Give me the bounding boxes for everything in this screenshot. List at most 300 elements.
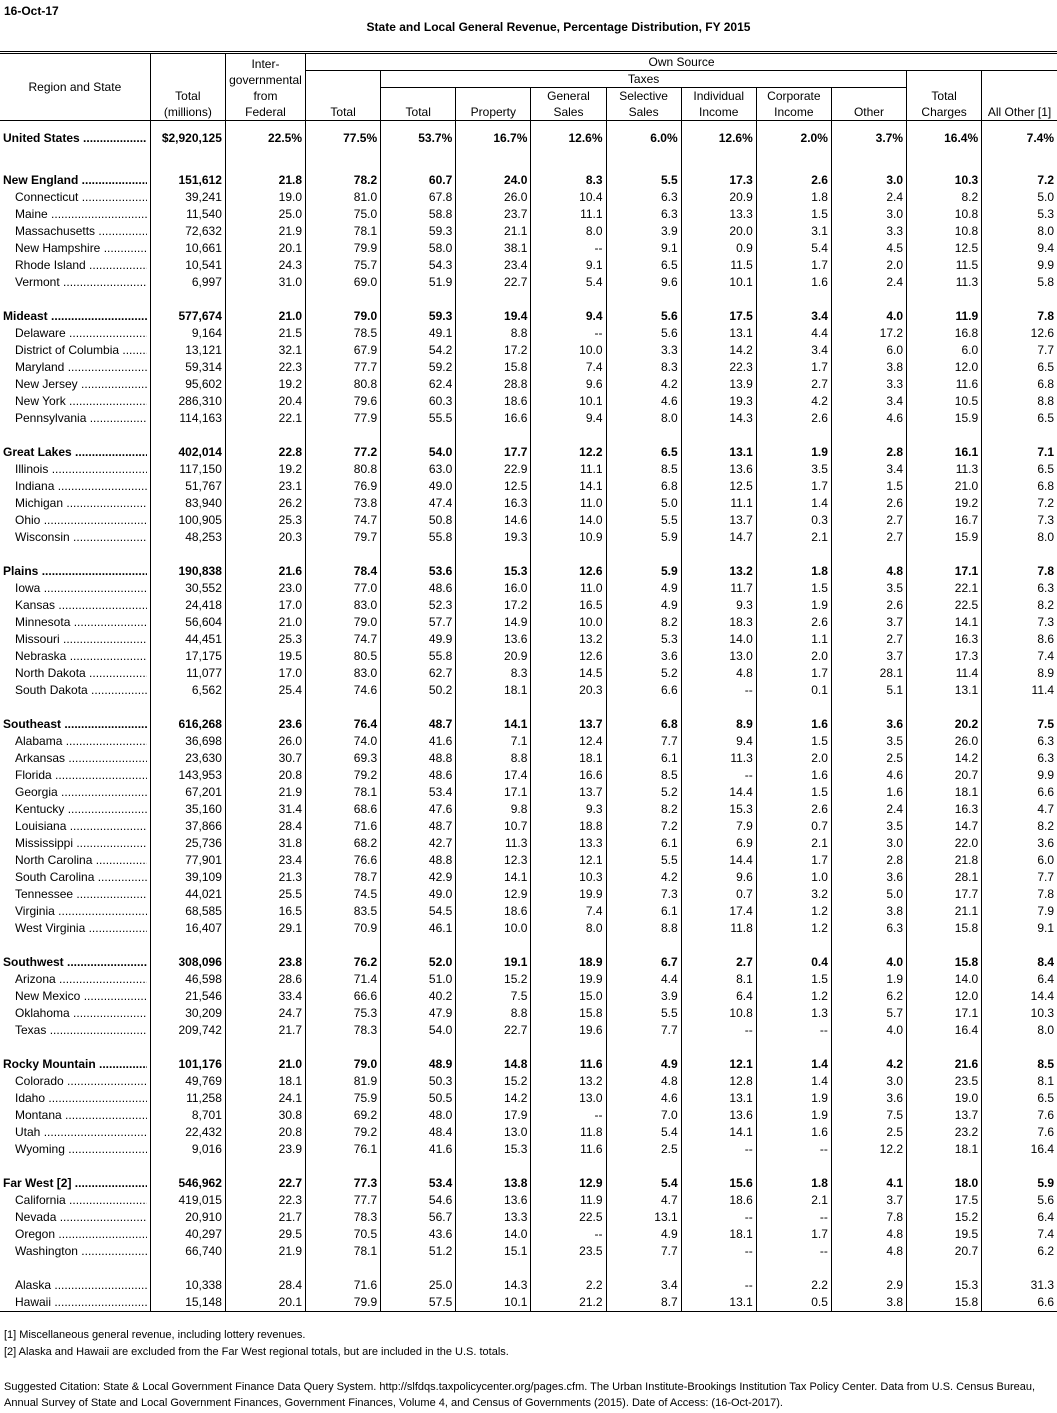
value-cell: 7.5 <box>456 988 531 1005</box>
value-cell: 70.9 <box>306 920 381 937</box>
value-cell: 2.6 <box>756 801 831 818</box>
value-cell: 3.6 <box>982 835 1057 852</box>
value-cell: 0.9 <box>681 240 756 257</box>
spacer-cell <box>456 427 531 444</box>
value-cell: 6.1 <box>606 903 681 920</box>
value-cell: 25.5 <box>225 886 305 903</box>
table-row <box>0 325 1057 342</box>
value-cell: 15.2 <box>456 971 531 988</box>
value-cell: 8.0 <box>982 223 1057 240</box>
revenue-table <box>0 51 1057 1312</box>
row-label-text: Nebraska ..... <box>15 648 147 665</box>
header-total-charges: Total Charges <box>907 71 982 121</box>
value-cell: 1.8 <box>756 189 831 206</box>
value-cell: 21.0 <box>225 614 305 631</box>
spacer-row <box>0 1039 1057 1056</box>
value-cell: 16.6 <box>456 410 531 427</box>
value-cell: 11.3 <box>907 461 982 478</box>
value-cell: 13.1 <box>681 444 756 461</box>
value-cell: 1.5 <box>831 478 906 495</box>
value-cell: 3.9 <box>606 223 681 240</box>
value-cell: 8.6 <box>982 631 1057 648</box>
value-cell: 4.8 <box>831 563 906 580</box>
spacer-cell <box>606 546 681 563</box>
value-cell: 0.5 <box>756 1294 831 1312</box>
value-cell: 1.6 <box>756 767 831 784</box>
value-cell: 14.1 <box>531 478 606 495</box>
value-cell: 6.5 <box>606 257 681 274</box>
value-cell: 13.2 <box>531 1073 606 1090</box>
value-cell: 56.7 <box>381 1209 456 1226</box>
value-cell: 9.1 <box>531 257 606 274</box>
row-label <box>0 257 150 274</box>
value-cell: 6.2 <box>982 1243 1057 1260</box>
value-cell: 4.6 <box>606 1090 681 1107</box>
spacer-cell <box>306 1260 381 1277</box>
value-cell: 10.8 <box>681 1005 756 1022</box>
value-cell: 8.8 <box>982 393 1057 410</box>
value-cell: 12.6 <box>982 325 1057 342</box>
value-cell: 5.5 <box>606 172 681 189</box>
value-cell: 1.7 <box>756 359 831 376</box>
value-cell: 15.8 <box>907 1294 982 1312</box>
value-cell: 10.0 <box>531 614 606 631</box>
value-cell: 11.6 <box>531 1141 606 1158</box>
value-cell: 79.7 <box>306 529 381 546</box>
value-cell: 4.7 <box>982 801 1057 818</box>
value-cell: 10.5 <box>907 393 982 410</box>
value-cell: 80.8 <box>306 461 381 478</box>
spacer-cell <box>381 291 456 308</box>
value-cell: 23.5 <box>531 1243 606 1260</box>
value-cell: 77.3 <box>306 1175 381 1192</box>
row-label <box>0 1141 150 1158</box>
value-cell: 16.4 <box>982 1141 1057 1158</box>
spacer-cell <box>456 291 531 308</box>
value-cell: 3.5 <box>831 733 906 750</box>
value-cell: 52.0 <box>381 954 456 971</box>
value-cell: 14.6 <box>456 512 531 529</box>
table-row <box>0 359 1057 376</box>
value-cell: 48.9 <box>381 1056 456 1073</box>
value-cell: 2.0 <box>756 750 831 767</box>
value-cell: 11,077 <box>150 665 225 682</box>
row-label-text: Colorado ..... <box>15 1073 147 1090</box>
spacer-cell <box>756 1039 831 1056</box>
value-cell: 48.6 <box>381 580 456 597</box>
value-cell: 117,150 <box>150 461 225 478</box>
value-cell: 21.1 <box>907 903 982 920</box>
value-cell: 81.9 <box>306 1073 381 1090</box>
table-row <box>0 1005 1057 1022</box>
value-cell: 1.9 <box>831 971 906 988</box>
value-cell: 10,661 <box>150 240 225 257</box>
value-cell: 30,209 <box>150 1005 225 1022</box>
table-row <box>0 971 1057 988</box>
value-cell: 17.3 <box>907 648 982 665</box>
spacer-row <box>0 546 1057 563</box>
row-label-text: Mideast ..... <box>3 308 147 325</box>
value-cell: 11.1 <box>531 206 606 223</box>
value-cell: 7.8 <box>831 1209 906 1226</box>
value-cell: 23.4 <box>225 852 305 869</box>
value-cell: 7.6 <box>982 1124 1057 1141</box>
value-cell: 13.7 <box>907 1107 982 1124</box>
value-cell: 13.3 <box>456 1209 531 1226</box>
value-cell: 17.2 <box>456 342 531 359</box>
spacer-cell <box>225 699 305 716</box>
spacer-cell <box>381 1158 456 1175</box>
value-cell: 12.9 <box>456 886 531 903</box>
spacer-cell <box>982 427 1057 444</box>
value-cell: 15,148 <box>150 1294 225 1312</box>
value-cell: 419,015 <box>150 1192 225 1209</box>
value-cell: 24,418 <box>150 597 225 614</box>
value-cell: 47.4 <box>381 495 456 512</box>
row-label <box>0 869 150 886</box>
row-label <box>0 512 150 529</box>
value-cell: 616,268 <box>150 716 225 733</box>
value-cell: 31.3 <box>982 1277 1057 1294</box>
value-cell: 77.7 <box>306 359 381 376</box>
value-cell: 7.7 <box>606 1243 681 1260</box>
value-cell: 57.5 <box>381 1294 456 1312</box>
row-label-text: Nevada ..... <box>15 1209 147 1226</box>
value-cell: 15.9 <box>907 410 982 427</box>
header-corporate-income: Corporate Income <box>756 88 831 121</box>
row-label <box>0 1005 150 1022</box>
row-label <box>0 461 150 478</box>
value-cell: 13.2 <box>681 563 756 580</box>
value-cell: 29.5 <box>225 1226 305 1243</box>
value-cell: 2.5 <box>606 1141 681 1158</box>
value-cell: 5.7 <box>831 1005 906 1022</box>
value-cell: 2.6 <box>756 410 831 427</box>
table-row <box>0 1090 1057 1107</box>
value-cell: 35,160 <box>150 801 225 818</box>
value-cell: 13.1 <box>907 682 982 699</box>
value-cell: 190,838 <box>150 563 225 580</box>
value-cell: 8.3 <box>606 359 681 376</box>
value-cell: 3.0 <box>831 206 906 223</box>
value-cell: 6.6 <box>982 784 1057 801</box>
value-cell: 22.1 <box>225 410 305 427</box>
value-cell: 67.8 <box>381 189 456 206</box>
value-cell: 14.0 <box>456 1226 531 1243</box>
value-cell: 2.6 <box>756 614 831 631</box>
spacer-cell <box>381 427 456 444</box>
value-cell: 3.8 <box>831 1294 906 1312</box>
value-cell: 62.7 <box>381 665 456 682</box>
value-cell: 14.2 <box>681 342 756 359</box>
value-cell: 16.4 <box>907 1022 982 1039</box>
value-cell: 18.1 <box>531 750 606 767</box>
row-label <box>0 835 150 852</box>
value-cell: 50.2 <box>381 682 456 699</box>
row-label <box>0 818 150 835</box>
value-cell: 10.1 <box>456 1294 531 1312</box>
row-label-text: Oregon ..... <box>15 1226 147 1243</box>
spacer-cell <box>756 937 831 954</box>
value-cell: 6.8 <box>982 478 1057 495</box>
value-cell: 60.7 <box>381 172 456 189</box>
value-cell: 5.6 <box>606 325 681 342</box>
value-cell: 8.8 <box>456 750 531 767</box>
value-cell: 3.0 <box>831 172 906 189</box>
region-row <box>0 954 1057 971</box>
value-cell: 83,940 <box>150 495 225 512</box>
spacer-cell <box>756 699 831 716</box>
table-row <box>0 614 1057 631</box>
row-label <box>0 597 150 614</box>
value-cell: 4.2 <box>756 393 831 410</box>
value-cell: 28.4 <box>225 818 305 835</box>
row-label-text: Michigan ..... <box>15 495 147 512</box>
row-label <box>0 682 150 699</box>
value-cell: 11.3 <box>456 835 531 852</box>
table-row <box>0 597 1057 614</box>
spacer-cell <box>0 546 150 563</box>
value-cell: 83.0 <box>306 597 381 614</box>
value-cell: 19.4 <box>456 308 531 325</box>
spacer-cell <box>907 1039 982 1056</box>
value-cell: 23,630 <box>150 750 225 767</box>
value-cell: 21.0 <box>225 308 305 325</box>
value-cell: 39,109 <box>150 869 225 886</box>
table-row <box>0 665 1057 682</box>
value-cell: 13.9 <box>681 376 756 393</box>
value-cell: 14.9 <box>456 614 531 631</box>
value-cell: 9.1 <box>606 240 681 257</box>
value-cell: 3.5 <box>756 461 831 478</box>
value-cell: 14.7 <box>681 529 756 546</box>
value-cell: 1.9 <box>756 444 831 461</box>
value-cell: 40.2 <box>381 988 456 1005</box>
value-cell: 15.9 <box>907 529 982 546</box>
value-cell: 79.6 <box>306 393 381 410</box>
spacer-cell <box>756 155 831 172</box>
row-label <box>0 733 150 750</box>
value-cell: 4.8 <box>681 665 756 682</box>
row-label <box>0 359 150 376</box>
value-cell: 16.4% <box>907 121 982 156</box>
header-individual-income: Individual Income <box>681 88 756 121</box>
value-cell: 19.0 <box>225 189 305 206</box>
value-cell: 8.2 <box>907 189 982 206</box>
value-cell: 48.7 <box>381 716 456 733</box>
row-label-text: Minnesota ..... <box>15 614 147 631</box>
value-cell: 3.0 <box>831 1073 906 1090</box>
value-cell: 12.5 <box>456 478 531 495</box>
spacer-row <box>0 291 1057 308</box>
value-cell: 209,742 <box>150 1022 225 1039</box>
value-cell: 11.6 <box>531 1056 606 1073</box>
value-cell: 28.1 <box>907 869 982 886</box>
value-cell: 14.1 <box>456 869 531 886</box>
value-cell: 16.0 <box>456 580 531 597</box>
row-label-text: Southeast ..... <box>3 716 147 733</box>
row-label-text: Wyoming ..... <box>15 1141 147 1158</box>
value-cell: 6.6 <box>982 1294 1057 1312</box>
value-cell: 1.7 <box>756 1226 831 1243</box>
spacer-cell <box>982 155 1057 172</box>
spacer-cell <box>306 427 381 444</box>
value-cell: 31.0 <box>225 274 305 291</box>
value-cell: 1.7 <box>756 665 831 682</box>
value-cell: 6.4 <box>681 988 756 1005</box>
row-label <box>0 903 150 920</box>
spacer-cell <box>756 291 831 308</box>
region-row <box>0 444 1057 461</box>
value-cell: 15.3 <box>456 563 531 580</box>
value-cell: 51.9 <box>381 274 456 291</box>
value-cell: 48.6 <box>381 767 456 784</box>
value-cell: 8.8 <box>456 1005 531 1022</box>
value-cell: 2.7 <box>831 631 906 648</box>
spacer-row <box>0 155 1057 172</box>
value-cell: 10.9 <box>531 529 606 546</box>
value-cell: 4.8 <box>606 1073 681 1090</box>
value-cell: 17.7 <box>456 444 531 461</box>
value-cell: 6.4 <box>982 971 1057 988</box>
value-cell: 15.8 <box>531 1005 606 1022</box>
value-cell: 2.2 <box>756 1277 831 1294</box>
value-cell: 51,767 <box>150 478 225 495</box>
spacer-cell <box>456 1039 531 1056</box>
value-cell: 33.4 <box>225 988 305 1005</box>
value-cell: 9.6 <box>531 376 606 393</box>
table-body <box>0 121 1057 1312</box>
spacer-cell <box>756 1158 831 1175</box>
value-cell: 14.2 <box>456 1090 531 1107</box>
value-cell: 1.4 <box>756 495 831 512</box>
row-label-text: Louisiana ..... <box>15 818 147 835</box>
value-cell: 51.2 <box>381 1243 456 1260</box>
footnote-2: [2] Alaska and Hawaii are excluded from the Far West regional totals, but are included in the U.S. totals. <box>4 1346 509 1358</box>
value-cell: 25.3 <box>225 512 305 529</box>
value-cell: 21.0 <box>225 1056 305 1073</box>
value-cell: 46,598 <box>150 971 225 988</box>
header-general-sales: General Sales <box>531 88 606 121</box>
row-label-text: Arkansas ..... <box>15 750 147 767</box>
value-cell: 8.9 <box>681 716 756 733</box>
value-cell: 13.3 <box>531 835 606 852</box>
value-cell: 72,632 <box>150 223 225 240</box>
value-cell: 23.8 <box>225 954 305 971</box>
value-cell: 21.6 <box>907 1056 982 1073</box>
row-label <box>0 410 150 427</box>
row-label-text: New England ..... <box>3 172 147 189</box>
table-row <box>0 835 1057 852</box>
value-cell: 1.5 <box>756 971 831 988</box>
spacer-cell <box>831 1039 906 1056</box>
value-cell: 17.1 <box>907 563 982 580</box>
value-cell: 5.9 <box>606 563 681 580</box>
value-cell: 42.7 <box>381 835 456 852</box>
value-cell: 15.8 <box>456 359 531 376</box>
value-cell: 7.4 <box>531 903 606 920</box>
row-label <box>0 801 150 818</box>
value-cell: 0.7 <box>681 886 756 903</box>
value-cell: 5.6 <box>606 308 681 325</box>
spacer-cell <box>531 937 606 954</box>
spacer-cell <box>381 699 456 716</box>
value-cell: 13.1 <box>681 325 756 342</box>
value-cell: 18.6 <box>456 903 531 920</box>
value-cell: 46.1 <box>381 920 456 937</box>
value-cell: 10.3 <box>982 1005 1057 1022</box>
row-label-text: Hawaii ..... <box>15 1294 147 1311</box>
value-cell: 14.8 <box>456 1056 531 1073</box>
spacer-cell <box>606 937 681 954</box>
value-cell: 50.3 <box>381 1073 456 1090</box>
value-cell: 44,021 <box>150 886 225 903</box>
value-cell: 4.4 <box>756 325 831 342</box>
spacer-cell <box>907 699 982 716</box>
row-label <box>0 1175 150 1192</box>
value-cell: 4.8 <box>831 1226 906 1243</box>
value-cell: 8.0 <box>606 410 681 427</box>
value-cell: 20,910 <box>150 1209 225 1226</box>
value-cell: 8.8 <box>606 920 681 937</box>
value-cell: 20.9 <box>456 648 531 665</box>
value-cell: 14.0 <box>907 971 982 988</box>
value-cell: 17.1 <box>456 784 531 801</box>
spacer-cell <box>456 1158 531 1175</box>
value-cell: 76.6 <box>306 852 381 869</box>
value-cell: 23.4 <box>456 257 531 274</box>
value-cell: 49,769 <box>150 1073 225 1090</box>
value-cell: 74.7 <box>306 631 381 648</box>
value-cell: 577,674 <box>150 308 225 325</box>
value-cell: 21.5 <box>225 325 305 342</box>
row-label-text: Illinois ..... <box>15 461 147 478</box>
value-cell: 48.0 <box>381 1107 456 1124</box>
value-cell: 12.0 <box>907 359 982 376</box>
row-label-text: Rocky Mountain ..... <box>3 1056 147 1073</box>
table-row <box>0 206 1057 223</box>
value-cell: 18.9 <box>531 954 606 971</box>
spacer-cell <box>982 291 1057 308</box>
value-cell: 20.1 <box>225 240 305 257</box>
value-cell: 5.2 <box>606 665 681 682</box>
value-cell: 26.2 <box>225 495 305 512</box>
value-cell: 3.9 <box>606 988 681 1005</box>
value-cell: 17.4 <box>681 903 756 920</box>
value-cell: 19.0 <box>907 1090 982 1107</box>
value-cell: 18.0 <box>907 1175 982 1192</box>
row-label-text: Texas ..... <box>15 1022 147 1039</box>
value-cell: 2.4 <box>831 189 906 206</box>
value-cell: 69.0 <box>306 274 381 291</box>
value-cell: 101,176 <box>150 1056 225 1073</box>
value-cell: 9,164 <box>150 325 225 342</box>
value-cell: 3.7 <box>831 1192 906 1209</box>
value-cell: 59,314 <box>150 359 225 376</box>
value-cell: 12.2 <box>531 444 606 461</box>
row-label-text: Far West [2] ..... <box>3 1175 147 1192</box>
spacer-cell <box>681 1260 756 1277</box>
value-cell: 77.5% <box>306 121 381 156</box>
value-cell: 6.5 <box>606 444 681 461</box>
value-cell: 37,866 <box>150 818 225 835</box>
value-cell: 67.9 <box>306 342 381 359</box>
value-cell: 17.2 <box>831 325 906 342</box>
row-label <box>0 648 150 665</box>
value-cell: 49.0 <box>381 478 456 495</box>
value-cell: 79.2 <box>306 767 381 784</box>
value-cell: 4.6 <box>606 393 681 410</box>
